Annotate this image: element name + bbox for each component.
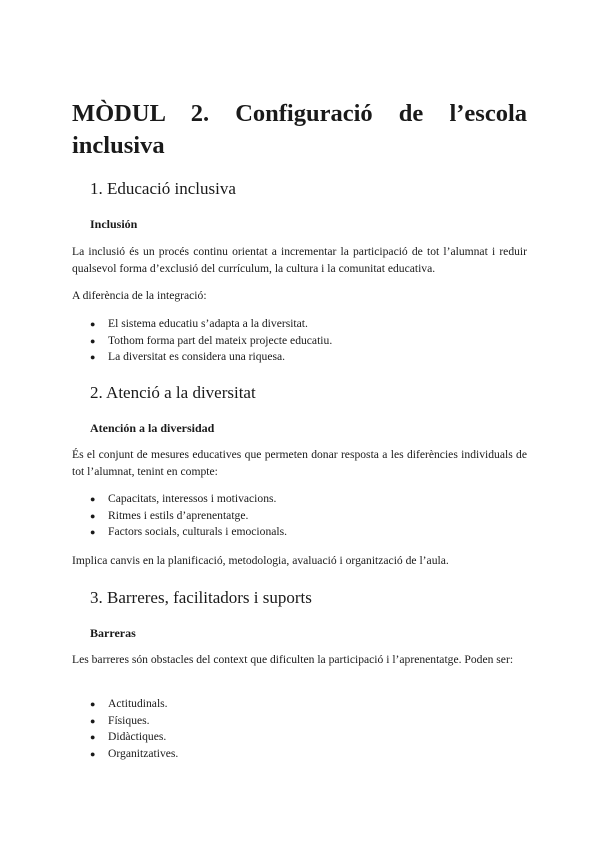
bullet-icon: ●: [90, 494, 96, 504]
section-2-heading: 2. Atenció a la diversitat: [90, 383, 256, 402]
list-item: ● Ritmes i estils d’aprenentatge.: [90, 508, 510, 525]
bullet-icon: ●: [90, 352, 96, 362]
list-item: ● Tothom forma part del mateix projecte educatiu.: [90, 333, 510, 350]
bullet-icon: ●: [90, 510, 96, 521]
section-2-list: [90, 491, 510, 541]
module-title: MÒDUL 2. Configuració de l’escola inclusiva: [72, 100, 527, 159]
list-item: ● Factors socials, culturals i emocionals.: [90, 524, 510, 541]
section-1-paragraph: La inclusió és un procés continu orientat a incrementar la participació de tot l’alumnat i reduir qualsevol forma d’exclusió del currículum, la cultura i la comunitat educativa.: [72, 245, 527, 275]
bullet-icon: ●: [90, 699, 96, 709]
bullet-icon: ●: [90, 319, 96, 329]
bullet-icon: ●: [90, 527, 96, 537]
section-1-subheading: Inclusión: [90, 217, 138, 231]
section-1-list: [90, 316, 510, 366]
section-3-subheading: Barreras: [90, 626, 136, 640]
bullet-icon: ●: [90, 715, 96, 726]
list-item: ● Capacitats, interessos i motivacions.: [90, 491, 510, 508]
bullet-icon: ●: [90, 335, 96, 346]
bullet-icon: ●: [90, 748, 96, 759]
list-item: ● Organitzatives.: [90, 746, 510, 763]
section-3-list: [90, 696, 510, 762]
section-3-paragraph: Les barreres són obstacles del context que dificulten la participació i l’aprenentatge. Poden ser:: [72, 653, 514, 666]
list-item: ● Físiques.: [90, 713, 510, 730]
list-item: ● La diversitat es considera una riquesa.: [90, 349, 510, 366]
section-2-subheading: Atención a la diversidad: [90, 421, 215, 435]
list-item: ● Actitudinals.: [90, 696, 510, 713]
section-3-heading: 3. Barreres, facilitadors i suports: [90, 588, 312, 607]
section-2-paragraph: És el conjunt de mesures educatives que permeten donar resposta a les diferències individuals de tot l’alumnat, tenint en compte:: [72, 448, 527, 478]
list-item: ● Didàctiques.: [90, 729, 510, 746]
list-item: ● El sistema educatiu s’adapta a la diversitat.: [90, 316, 510, 333]
section-1-intro: A diferència de la integració:: [72, 289, 207, 302]
bullet-icon: ●: [90, 732, 96, 742]
section-2-closing: Implica canvis en la planificació, metodologia, avaluació i organització de l’aula.: [72, 554, 449, 567]
section-1-heading: 1. Educació inclusiva: [90, 179, 236, 198]
